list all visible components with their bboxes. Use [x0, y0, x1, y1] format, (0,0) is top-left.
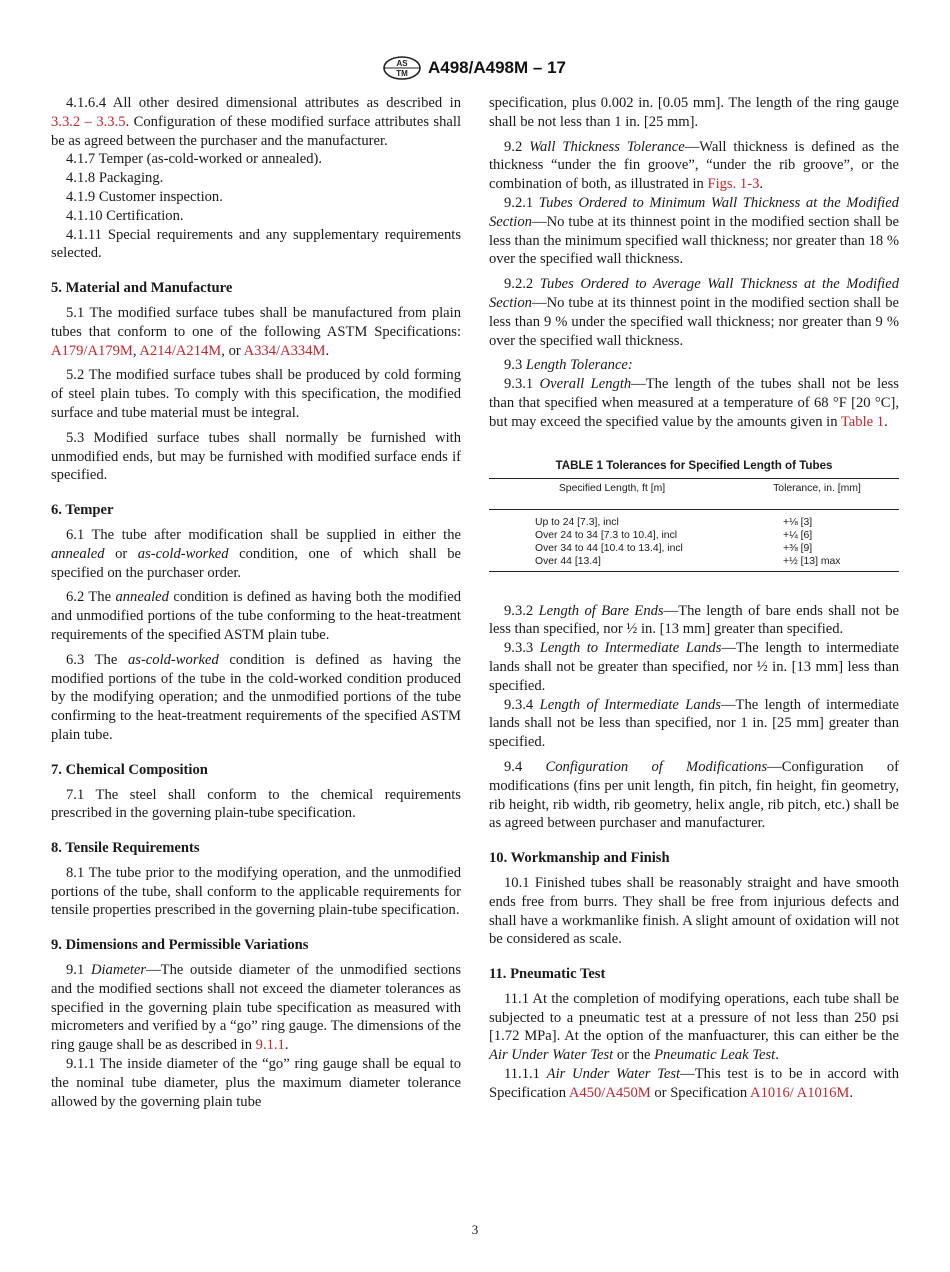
heading-section-6: 6. Temper	[51, 502, 114, 519]
heading-section-8: 8. Tensile Requirements	[51, 840, 200, 857]
para-5-3: 5.3 Modified surface tubes shall normally be furnished with unmodified ends, but may be furnished with modified surface ends if specified.	[51, 429, 461, 484]
link-9-1-1[interactable]: 9.1.1	[255, 1037, 285, 1054]
heading-section-10: 10. Workmanship and Finish	[489, 850, 670, 867]
standard-designation: A498/A498M – 17	[428, 58, 566, 77]
table-cell-tolerance: +⅛ [3]	[783, 516, 813, 528]
link-a179[interactable]: A179/A179M	[51, 342, 133, 359]
table-cell-tolerance: +⅜ [9]	[783, 542, 813, 554]
para-9-2: 9.2 Wall Thickness Tolerance—Wall thickness is defined as the thickness “under the fin groove”, “under the rib groove”, or the combination of both, as illustrated in Figs. 1-3.	[489, 138, 899, 193]
left-column	[51, 94, 461, 1111]
page-header	[0, 56, 950, 82]
para-11-1-1: 11.1.1 Air Under Water Test—This test is to be in accord with Specification A450/A450M or Specification A1016/ A1016M.	[489, 1066, 899, 1101]
table-header-tolerance: Tolerance, in. [mm]	[735, 478, 899, 509]
svg-text:TM: TM	[396, 69, 408, 78]
para-4-1-9: 4.1.9 Customer inspection.	[66, 188, 223, 205]
para-9-3-3: 9.3.3 Length to Intermediate Lands—The length to intermediate lands shall not be greater than specified, nor ½ in. [13 mm] less than specified.	[489, 640, 899, 694]
para-9-3-1: 9.3.1 Overall Length—The length of the tubes shall not be less than that specified when measured at a temperature of 68 °F [20 °C], but may exceed the specified value by the amounts given in Table 1.	[489, 376, 899, 430]
para-11-1: 11.1 At the completion of modifying operations, each tube shall be subjected to a pneumatic test at a pressure of not less than 250 psi [1.72 MPa]. At the option of the manfuacturer, this can either be the Air Under Water Test or the Pneumatic Leak Test.	[489, 990, 899, 1064]
para-4-1-10: 4.1.10 Certification.	[66, 207, 184, 224]
para-4-1-11: 4.1.11 Special requirements and any supplementary requirements selected.	[51, 226, 461, 262]
table-cell-length: Over 24 to 34 [7.3 to 10.4], incl	[535, 529, 678, 541]
para-4-1-6-4: 4.1.6.4 All other desired dimensional attributes as described in 3.3.2 – 3.3.5. Configuration of these modified surface attributes shall be as agreed between the purchaser and the manufacturer.	[51, 95, 461, 149]
heading-section-5: 5. Material and Manufacture	[51, 280, 233, 297]
table-cell-tolerance: +¼ [6]	[783, 529, 813, 541]
heading-section-9: 9. Dimensions and Permissible Variations	[51, 937, 309, 954]
para-9-2-2: 9.2.2 Tubes Ordered to Average Wall Thickness at the Modified Section—No tube at its thinnest point in the modified section shall be less than 9 % under the specified wall thickness; nor greater than 9 % over the specified wall thickness.	[489, 276, 899, 349]
para-9-3-2: 9.3.2 Length of Bare Ends—The length of bare ends shall not be less than specified, nor ½ in. [13 mm] greater than specified.	[489, 602, 899, 638]
para-9-1-1: 9.1.1 The inside diameter of the “go” ring gauge shall be equal to the nominal tube diameter, plus the maximum diameter tolerance allowed by the governing plain tube	[51, 1056, 461, 1110]
para-9-4: 9.4 Configuration of Modifications—Configuration of modifications (fins per unit length, fin pitch, fin height, fin geometry, rib height, rib width, rib geometry, helix angle, rib pitch, etc.) shall be as agreed between purchaser and manufacturer.	[489, 758, 899, 832]
link-a214[interactable]: A214/A214M	[139, 342, 222, 359]
table-row	[489, 509, 899, 529]
table-row	[489, 555, 899, 572]
para-10-1: 10.1 Finished tubes shall be reasonably straight and have smooth ends free from burrs. They shall be free from injurious defects and shall have a workmanlike finish. A slight amount of oxidation will not be considered as scale.	[489, 874, 899, 948]
para-4-1-8: 4.1.8 Packaging.	[66, 170, 164, 187]
para-9-1-1-continued: specification, plus 0.002 in. [0.05 mm]. The length of the ring gauge shall be not less than 1 in. [25 mm].	[489, 95, 899, 130]
table-cell-length: Up to 24 [7.3], incl	[535, 516, 619, 528]
right-column	[489, 94, 899, 1103]
para-6-3: 6.3 The as-cold-worked condition is defined as having the modified portions of the tube in the cold-worked condition produced by the modifying operation; and the unmodified portions of the tube confirming to the heat-treatment requirements of the specified ASTM plain tube.	[51, 651, 461, 743]
para-9-2-1: 9.2.1 Tubes Ordered to Minimum Wall Thickness at the Modified Section—No tube at its thinnest point in the modified section shall be less than the minimum specified wall thickness; nor greater than 18 % over the specified wall thickness.	[489, 194, 899, 268]
link-3-3-2[interactable]: 3.3.2 – 3.3.5	[51, 113, 126, 130]
para-9-1: 9.1 Diameter—The outside diameter of the unmodified sections and the modified sections shall not exceed the diameter tolerances as specified in the governing plain tube specification as measured with micrometers and verified by a “go” ring gauge. The dimensions of the ring gauge shall be as described in 9.1.1.	[51, 962, 461, 1054]
para-5-1: 5.1 The modified surface tubes shall be manufactured from plain tubes that conform to one of the following ASTM Specifications: A179/A179M, A214/A214M, or A334/A334M.	[51, 304, 461, 359]
link-a334[interactable]: A334/A334M	[243, 342, 326, 359]
page-number: 3	[471, 1222, 479, 1237]
astm-logo-icon	[382, 56, 422, 80]
link-table-1[interactable]: Table 1	[840, 413, 885, 430]
table-header-row	[489, 478, 899, 509]
table-1	[489, 458, 899, 572]
para-7-1: 7.1 The steel shall conform to the chemical requirements prescribed in the governing plain-tube specification.	[51, 786, 461, 822]
para-9-3: 9.3 Length Tolerance:	[504, 357, 633, 374]
para-4-1-7: 4.1.7 Temper (as-cold-worked or annealed).	[66, 151, 323, 168]
svg-text:AS: AS	[396, 59, 408, 68]
table-header-length: Specified Length, ft [m]	[489, 478, 735, 509]
para-6-1: 6.1 The tube after modification shall be supplied in either the annealed or as-cold-worked condition, one of which shall be specified on the purchaser order.	[51, 526, 461, 581]
link-a450[interactable]: A450/A450M	[568, 1084, 651, 1101]
para-8-1: 8.1 The tube prior to the modifying operation, and the unmodified portions of the tube, shall conform to the applicable requirements for tensile properties prescribed in the governing plain-tube specification.	[51, 864, 461, 919]
link-a1016[interactable]: A1016/ A1016M	[750, 1084, 850, 1101]
tolerance-table	[489, 478, 899, 572]
table-cell-length: Over 44 [13.4]	[489, 555, 735, 572]
para-5-2: 5.2 The modified surface tubes shall be produced by cold forming of steel plain tubes. To comply with this specification, the modified surface and tube material must be integral.	[51, 367, 461, 421]
para-9-3-4: 9.3.4 Length of Intermediate Lands—The length of intermediate lands shall not be less than specified, nor 1 in. [25 mm] greater than specified.	[489, 696, 899, 751]
heading-section-11: 11. Pneumatic Test	[489, 966, 606, 983]
heading-section-7: 7. Chemical Composition	[51, 761, 208, 778]
table-cell-tolerance: +½ [13] max	[735, 555, 899, 572]
table-row	[489, 542, 899, 555]
table-row	[489, 529, 899, 542]
para-6-2: 6.2 The annealed condition is defined as having both the modified and unmodified portions of the tube conforming to the heat-treatment requirements of the specified ASTM plain tube.	[51, 589, 461, 643]
link-figs-1-3[interactable]: Figs. 1-3	[707, 176, 760, 193]
table-cell-length: Over 34 to 44 [10.4 to 13.4], incl	[535, 542, 683, 554]
table-caption: TABLE 1 Tolerances for Specified Length of Tubes	[555, 458, 833, 472]
